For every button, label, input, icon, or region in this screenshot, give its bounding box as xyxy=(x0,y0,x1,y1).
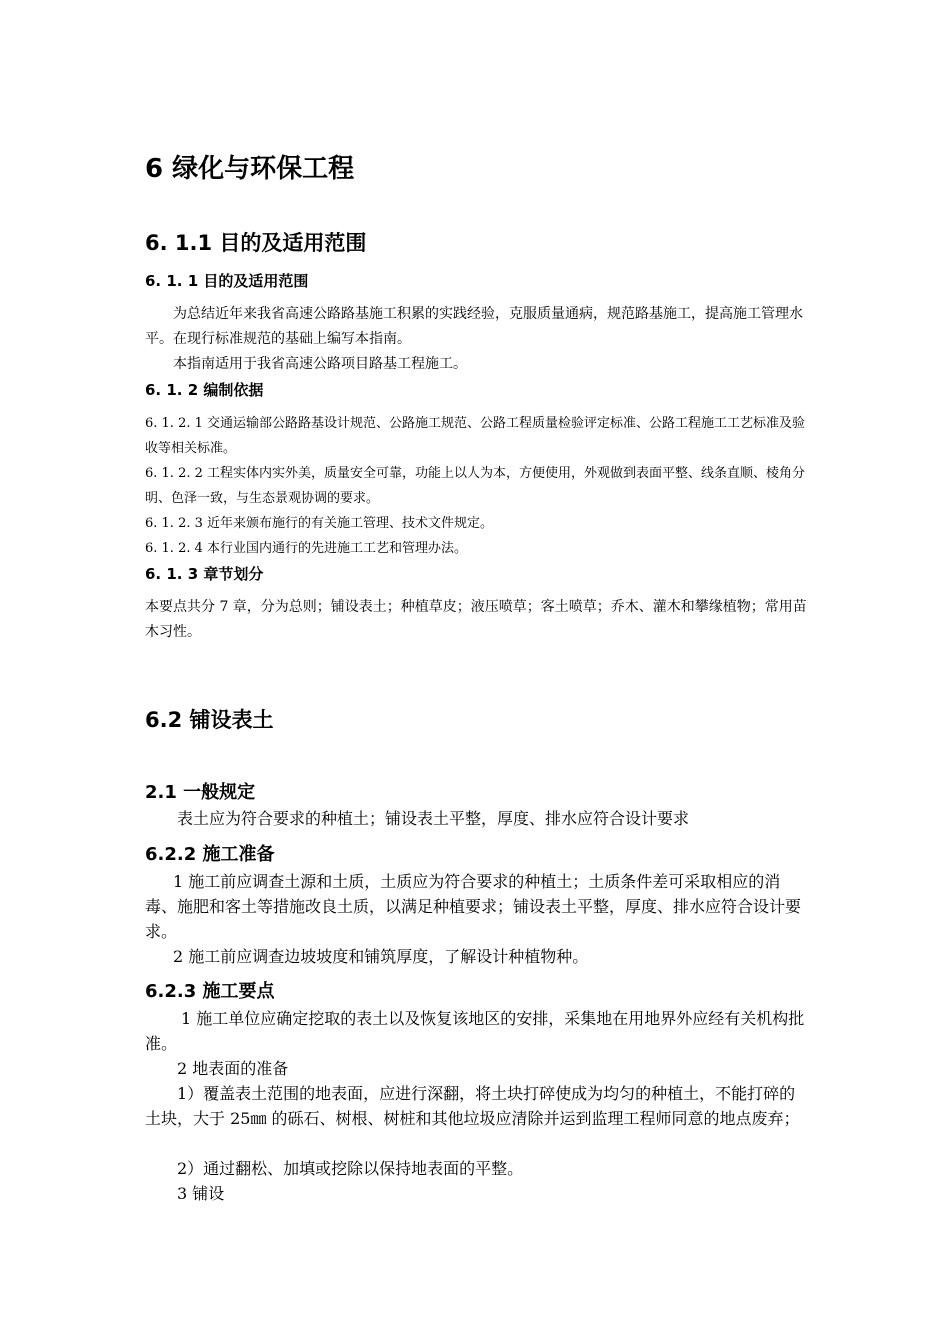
list-item-key-3: 3 铺设 xyxy=(177,1184,225,1203)
list-item-6-1-2-1: 6. 1. 2. 1 交通运输部公路路基设计规范、公路施工规范、公路工程质量检验评定标准、公路工程施工工艺标准及验收等相关标准。 xyxy=(145,416,806,456)
section-heading-6-2-3: 6.2.3 施工要点 xyxy=(145,981,275,1002)
list-item-6-1-2-2: 6. 1. 2. 2 工程实体内实外美，质量安全可靠，功能上以人为本，方便使用，外观做到表面平整、线条直顺、棱角分明、色泽一致，与生态景观协调的要求。 xyxy=(145,466,806,506)
section-heading-6-2-2: 6.2.2 施工准备 xyxy=(145,844,275,865)
paragraph-scope: 本指南适用于我省高速公路项目路基工程施工。 xyxy=(173,356,467,372)
paragraph-chapter-division: 本要点共分 7 章，分为总则；铺设表土；种植草皮；液压喷草；客土喷草；乔木、灌木和攀缘植物；常用苗木习性。 xyxy=(145,599,807,640)
section-heading-2-1: 2.1 一般规定 xyxy=(145,782,256,803)
subsection-heading-6-1-1: 6. 1. 1 目的及适用范围 xyxy=(145,272,309,290)
list-item-key-2: 2 地表面的准备 xyxy=(177,1059,289,1078)
section-heading-6-2: 6.2 铺设表土 xyxy=(145,708,274,732)
paragraph-purpose: 为总结近年来我省高速公路路基施工积累的实践经验，克服质量通病，规范路基施工，提高施工管理水平。在现行标准规范的基础上编写本指南。 xyxy=(145,306,803,347)
paragraph-general-rules: 表土应为符合要求的种植土；铺设表土平整，厚度、排水应符合设计要求 xyxy=(177,809,690,828)
chapter-title: 6 绿化与环保工程 xyxy=(145,154,355,184)
section-heading-6-1-1: 6. 1.1 目的及适用范围 xyxy=(145,231,367,255)
list-item-prep-2: 2 施工前应调查边坡坡度和铺筑厚度，了解设计种植物种。 xyxy=(173,947,589,966)
list-item-6-1-2-3: 6. 1. 2. 3 近年来颁布施行的有关施工管理、技术文件规定。 xyxy=(145,516,494,531)
list-item-6-1-2-4: 6. 1. 2. 4 本行业国内通行的先进施工工艺和管理办法。 xyxy=(145,541,468,556)
list-item-key-1: 1 施工单位应确定挖取的表土以及恢复该地区的安排，采集地在用地界外应经有关机构批准。 xyxy=(145,1009,805,1053)
list-item-key-2-2: 2）通过翻松、加填或挖除以保持地表面的平整。 xyxy=(177,1159,524,1178)
list-item-prep-1: 1 施工前应调查土源和土质，土质应为符合要求的种植土；土质条件差可采取相应的消毒、施肥和客土等措施改良土质，以满足种植要求；铺设表土平整，厚度、排水应符合设计要求。 xyxy=(145,872,802,941)
subsection-heading-6-1-2: 6. 1. 2 编制依据 xyxy=(145,381,264,399)
subsection-heading-6-1-3: 6. 1. 3 章节划分 xyxy=(145,565,264,583)
list-item-key-2-1: 1）覆盖表土范围的地表面，应进行深翻，将土块打碎使成为均匀的种植土，不能打碎的土块，大于 25㎜ 的砾石、树根、树桩和其他垃圾应清除并运到监理工程师同意的地点废弃； xyxy=(145,1084,800,1128)
